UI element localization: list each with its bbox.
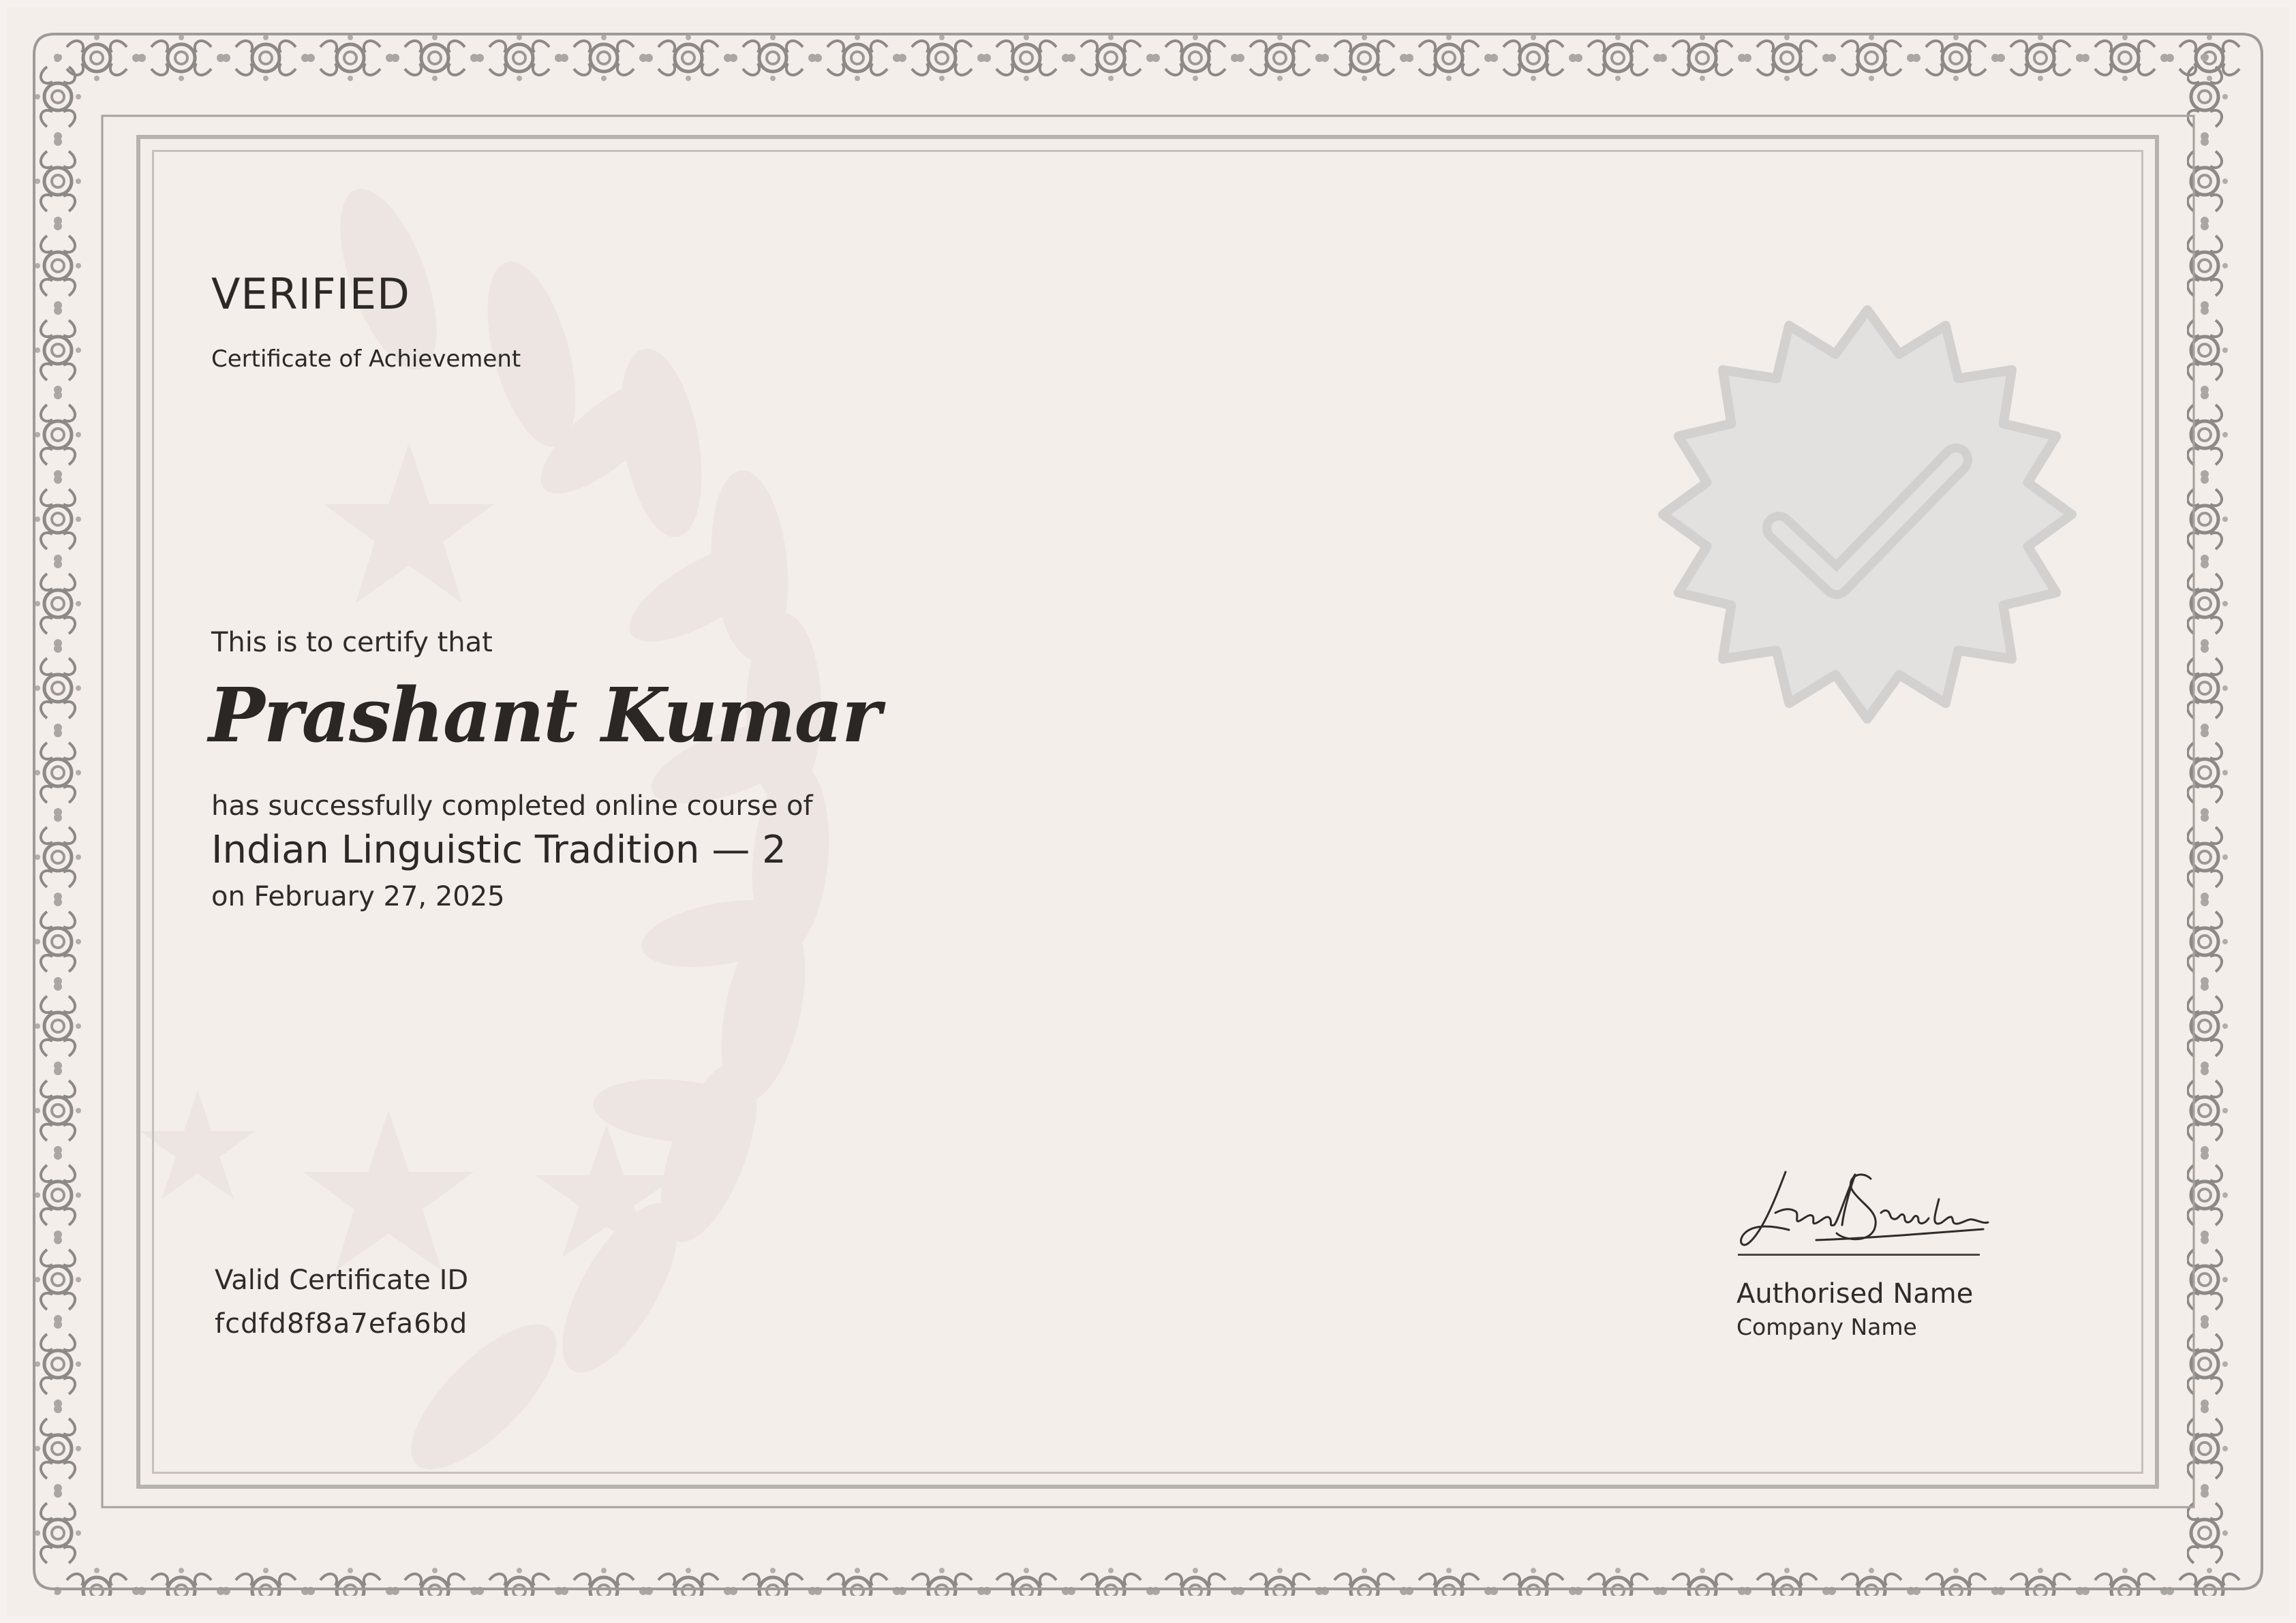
certificate-id-value: fcdfd8f8a7efa6bd (215, 1308, 468, 1340)
signature-line (1738, 1254, 1980, 1256)
certificate-subtitle: Certificate of Achievement (211, 345, 521, 373)
certificate (7, 7, 2289, 1616)
authorised-name: Authorised Name (1736, 1278, 1974, 1310)
recipient-name: Prashant Kumar (209, 671, 880, 759)
verified-title: VERIFIED (211, 269, 410, 319)
company-name: Company Name (1736, 1314, 1917, 1340)
certify-line: This is to certify that (211, 627, 493, 658)
course-name: Indian Linguistic Tradition — 2 (211, 828, 786, 872)
completion-date: on February 27, 2025 (211, 881, 505, 912)
signature (1734, 1158, 1993, 1254)
certificate-id-label: Valid Certificate ID (215, 1265, 469, 1296)
check-seal-icon (1649, 296, 2085, 732)
completed-line: has successfully completed online course of (211, 790, 813, 822)
